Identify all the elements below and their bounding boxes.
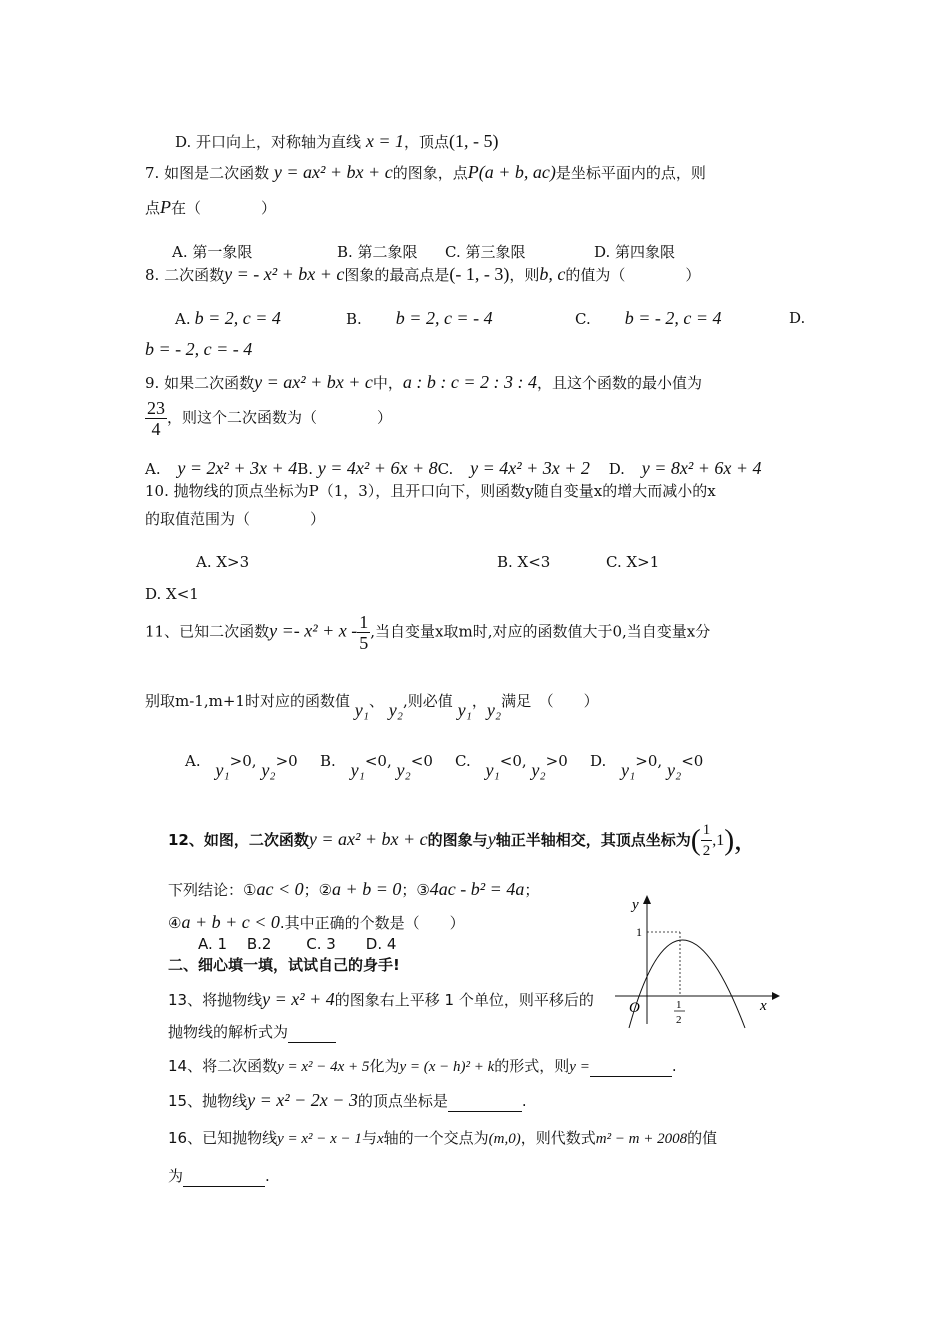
- question-text: ；②: [303, 881, 333, 899]
- question-text: 12、如图，二次函数: [168, 831, 309, 849]
- q12-options: A. 1 B.2 C. 3 D. 4: [198, 935, 397, 953]
- parabola-curve: [629, 940, 745, 1028]
- math-expr: y₁: [350, 760, 365, 780]
- q12-stem-line3: [168, 912, 465, 933]
- y-axis-label: y: [632, 897, 639, 913]
- math-expr: y₂: [666, 760, 682, 780]
- option-label: D.: [608, 460, 625, 478]
- question-text: 是坐标平面内的点，则: [555, 164, 706, 182]
- math-expr: (m,0): [488, 1131, 521, 1147]
- option-text: <0,: [499, 752, 527, 770]
- q8-option-d-label: D.: [789, 309, 806, 327]
- question-text: ④: [168, 914, 182, 932]
- math-expr: y = 8x² + 6x + 4: [641, 458, 762, 478]
- question-text: 二次函数: [164, 266, 225, 284]
- question-text: 下列结论：①: [168, 881, 257, 899]
- math-expr: y = 2x² + 3x + 4: [177, 458, 298, 478]
- y-axis-arrow: [643, 895, 651, 904]
- math-expr: y₁: [621, 760, 636, 780]
- math-expr: y =- x² + x -: [269, 620, 358, 641]
- math-expr: b = - 2, c = 4: [624, 308, 722, 328]
- math-expr: b = 2, c = - 4: [395, 308, 493, 328]
- fraction: $\frac{1}{5}$: [359, 612, 369, 653]
- question-text: ，且这个函数的最小值为: [537, 374, 703, 392]
- question-number: 7.: [145, 164, 160, 182]
- question-text: ,则必值: [403, 692, 453, 710]
- math-expr: y = ax² + bx + c: [308, 829, 428, 849]
- math-expr: a + b + c < 0: [181, 912, 280, 932]
- question-text: 11、已知二次函数: [145, 622, 270, 641]
- q8-option-b: [346, 308, 493, 329]
- q7-option-a: A. 第一象限: [172, 243, 253, 261]
- q9-options: [145, 458, 762, 479]
- answer-blank[interactable]: [448, 1091, 522, 1112]
- question-number: 8.: [145, 266, 160, 284]
- q11-option-c: [455, 750, 568, 780]
- math-expr: y₁: [354, 700, 369, 720]
- x-tick-numerator: 1: [676, 999, 682, 1011]
- q11-stem-line2: [145, 690, 599, 720]
- math-expr: b = 2, c = 4: [194, 308, 281, 328]
- option-text: <0: [410, 752, 433, 770]
- math-expr: x: [376, 1131, 384, 1147]
- q10-stem-line2: 的取值范围为（ ）: [145, 510, 326, 528]
- q6-option-d: [175, 131, 498, 152]
- q14-stem: [168, 1056, 677, 1077]
- q11-option-a: [185, 750, 298, 780]
- q10-option-a: A. X>3: [196, 553, 250, 571]
- q7-stem-line1: [145, 162, 706, 183]
- question-text: 与: [361, 1129, 377, 1147]
- q9-stem-line2: [145, 398, 392, 439]
- q13-stem-line2: [168, 1022, 336, 1043]
- question-text: 的形式，则: [494, 1057, 570, 1075]
- question-text: 的值为（ ）: [565, 266, 701, 284]
- math-expr: y = x² − x − 1: [277, 1131, 362, 1147]
- q16-stem-line2: [168, 1166, 270, 1187]
- math-expr: (1, - 5): [449, 131, 499, 151]
- answer-blank[interactable]: [183, 1166, 265, 1187]
- question-text: 的图象与: [427, 831, 488, 849]
- question-text: 为: [168, 1167, 184, 1185]
- option-text: >0,: [229, 752, 257, 770]
- parabola-graph: [610, 890, 785, 1030]
- question-text: 13、将抛物线: [168, 991, 263, 1009]
- math-expr: y₂: [261, 760, 276, 780]
- fraction: $\frac{23}{4}$: [147, 398, 165, 439]
- option-label: B.: [297, 460, 313, 478]
- option-text: >0,: [635, 752, 663, 770]
- question-text: 16、已知抛物线: [168, 1129, 278, 1147]
- question-text: .: [671, 1057, 677, 1075]
- math-expr: a + b = 0: [332, 879, 402, 899]
- question-text: 点: [145, 199, 161, 217]
- math-expr: m² − m + 2008: [595, 1131, 688, 1147]
- math-expr: y₁: [215, 760, 230, 780]
- math-expr: y = x² − 2x − 3: [247, 1090, 358, 1110]
- q7-option-d: D. 第四象限: [594, 243, 676, 261]
- option-label: A.: [175, 310, 191, 328]
- option-text: <0,: [364, 752, 392, 770]
- option-text: >0: [545, 752, 568, 770]
- question-text: 满足 （ ）: [501, 692, 599, 710]
- question-text: ,当自变量x取m时,对应的函数值大于0,当自变量x分: [370, 622, 711, 641]
- question-text: 15、抛物线: [168, 1092, 248, 1110]
- question-text: ，: [471, 692, 487, 710]
- q12-stem-line1: 12、如图，二次函数y = ax² + bx + c的图象与y轴正半轴相交，其顶点坐标为( $\frac{1}{2}$ ,1),: [168, 822, 742, 859]
- y-tick-label: 1: [636, 925, 642, 939]
- q11-option-b: [320, 750, 433, 780]
- question-text: 轴正半轴相交，其顶点坐标为: [495, 831, 691, 849]
- q8-option-a: [175, 308, 281, 329]
- option-label: C.: [437, 460, 454, 478]
- q7-option-c: C. 第三象限: [445, 243, 526, 261]
- option-label: B.: [320, 752, 336, 770]
- math-expr: P(a + b, ac): [467, 162, 556, 182]
- math-expr: b, c: [539, 264, 566, 284]
- question-text: 图象的最高点是: [344, 266, 450, 284]
- math-expr: x = 1: [365, 131, 404, 151]
- q9-stem-line1: [145, 372, 702, 393]
- option-text: >0: [275, 752, 298, 770]
- question-text: ；: [524, 881, 540, 899]
- question-number: 9.: [145, 374, 160, 392]
- question-text: 轴的一个交点为: [383, 1129, 489, 1147]
- section-2-title: 二、细心填一填，试试自己的身手!: [168, 956, 400, 974]
- math-expr: y = ax² + bx + c: [273, 162, 393, 182]
- math-expr: y = x² − 4x + 5: [277, 1059, 370, 1075]
- question-text: 的图象右上平移 1 个单位，则平移后的: [334, 991, 594, 1009]
- math-expr: y = 4x² + 3x + 2: [470, 458, 590, 478]
- q8-option-d: [145, 339, 252, 360]
- question-text: ，则: [509, 266, 540, 284]
- math-expr: b = - 2, c = - 4: [145, 339, 253, 359]
- option-label: B.: [346, 310, 362, 328]
- question-text: 中，: [372, 374, 403, 392]
- math-expr: y = 4x² + 6x + 8: [317, 458, 438, 478]
- question-text: .其中正确的个数是（ ）: [279, 914, 465, 932]
- option-label: D.: [175, 133, 192, 151]
- math-expr: y₂: [486, 700, 502, 720]
- q10-option-b: B. X<3: [497, 553, 551, 571]
- question-text: 化为: [369, 1057, 400, 1075]
- question-text: 如果二次函数: [164, 374, 255, 392]
- math-expr: y₁: [485, 760, 500, 780]
- answer-blank[interactable]: [288, 1022, 336, 1043]
- question-text: 如图是二次函数: [164, 164, 270, 182]
- option-text: 开口向上，对称轴为直线: [196, 133, 362, 151]
- q10-option-d: D. X<1: [145, 585, 199, 603]
- question-text: ，则代数式: [520, 1129, 596, 1147]
- math-expr: y =: [569, 1059, 590, 1075]
- math-expr: y₂: [388, 700, 404, 720]
- math-expr: 4ac - b² = 4a: [429, 879, 525, 899]
- math-expr: y: [487, 829, 496, 849]
- math-expr: y = (x − h)² + k: [399, 1059, 495, 1075]
- math-expr: y = x² + 4: [262, 989, 335, 1009]
- q8-stem: [145, 264, 700, 285]
- question-text: 的值: [687, 1129, 718, 1147]
- question-text: .: [521, 1092, 527, 1110]
- math-expr: y = ax² + bx + c: [254, 372, 373, 392]
- math-expr: P: [160, 197, 172, 217]
- question-text: .: [265, 1167, 270, 1185]
- q13-stem-line1: [168, 989, 594, 1010]
- question-text: 在（ ）: [171, 199, 277, 217]
- question-text: 抛物线的解析式为: [168, 1023, 289, 1041]
- math-expr: y₂: [531, 760, 546, 780]
- math-expr: y = - x² + bx + c: [224, 264, 345, 284]
- option-text: <0: [681, 752, 704, 770]
- q16-stem-line1: [168, 1128, 717, 1149]
- x-axis-label: x: [760, 998, 767, 1014]
- q8-option-c: [575, 308, 722, 329]
- q7-option-b: B. 第二象限: [337, 243, 418, 261]
- x-tick-denominator: 2: [676, 1014, 682, 1026]
- question-text: ，则这个二次函数为（ ）: [167, 408, 393, 427]
- option-label: C.: [455, 752, 471, 770]
- question-text: 的图象，点: [392, 164, 468, 182]
- question-text: 别取m-1,m+1时对应的函数值: [145, 692, 350, 710]
- question-text: 、: [368, 692, 384, 710]
- question-text: ；③: [401, 881, 430, 899]
- option-label: A.: [185, 752, 201, 770]
- q7-stem-line2: [145, 197, 276, 218]
- q15-stem: [168, 1090, 527, 1112]
- question-text: 的顶点坐标是: [357, 1092, 448, 1110]
- option-text: ，顶点: [403, 133, 449, 151]
- q10-stem-line1: 10. 抛物线的顶点坐标为P（1，3），且开口向下，则函数y随自变量x的增大而减小的x: [145, 482, 716, 500]
- q12-stem-line2: [168, 879, 539, 900]
- answer-blank[interactable]: [590, 1056, 672, 1077]
- math-expr: y₂: [396, 760, 411, 780]
- fraction: $\frac{1}{2}$: [702, 822, 711, 859]
- q11-option-d: [590, 750, 704, 780]
- option-label: D.: [590, 752, 607, 770]
- math-expr: y₁: [457, 700, 472, 720]
- origin-label: O: [629, 1000, 640, 1016]
- math-expr: a : b : c = 2 : 3 : 4: [402, 372, 538, 392]
- math-expr: (- 1, - 3): [449, 264, 510, 284]
- math-expr: ac < 0: [256, 879, 304, 899]
- x-axis-arrow: [772, 992, 780, 1000]
- option-label: C.: [575, 310, 591, 328]
- q11-stem-line1: [145, 612, 710, 653]
- q10-option-c: C. X>1: [606, 553, 660, 571]
- option-label: A.: [145, 460, 161, 478]
- question-text: 14、将二次函数: [168, 1057, 278, 1075]
